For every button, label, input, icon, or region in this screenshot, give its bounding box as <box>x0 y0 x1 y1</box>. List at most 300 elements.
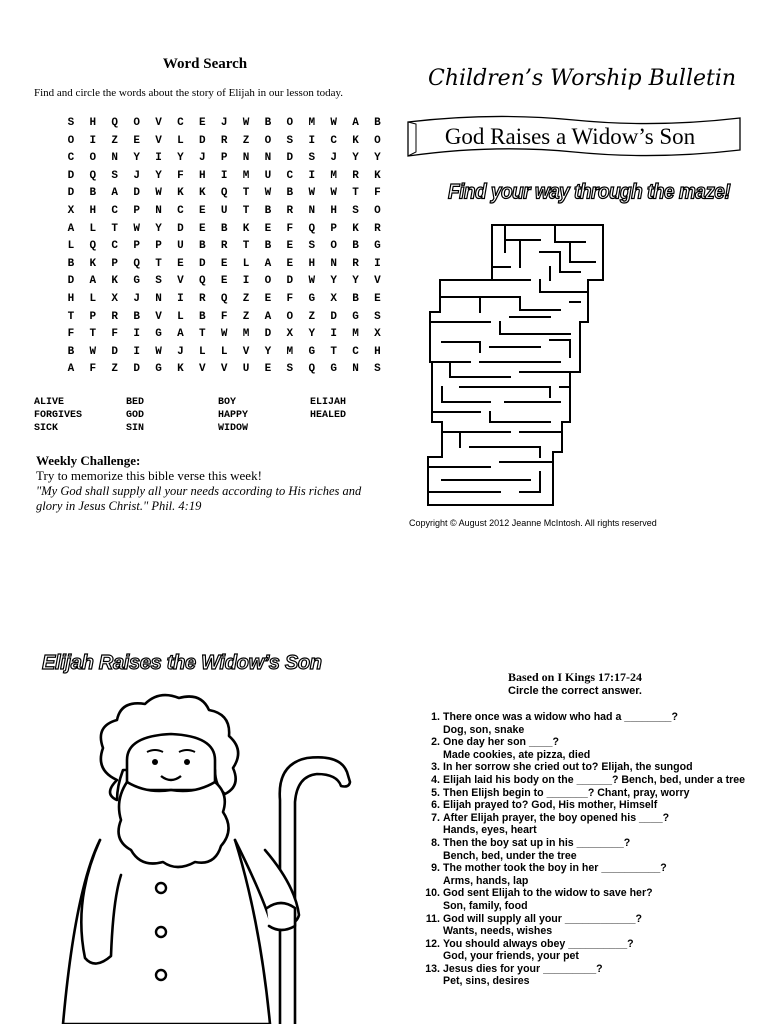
question-text: One day her son ____? <box>443 736 559 749</box>
answer-choices[interactable]: Made cookies, ate pizza, died <box>443 748 591 761</box>
grid-letter[interactable]: B <box>89 187 97 200</box>
grid-letter[interactable]: G <box>155 363 162 376</box>
grid-row <box>60 165 388 183</box>
grid-letter[interactable]: R <box>374 222 381 235</box>
quiz-instructions: Circle the correct answer. <box>508 685 642 697</box>
word-list-item: FORGIVES <box>34 410 83 421</box>
question-text: Then Elijsh begin to _______? Chant, pray, worry <box>443 786 690 799</box>
grid-letter[interactable]: L <box>67 240 75 253</box>
grid-letter[interactable]: W <box>155 345 162 358</box>
maze-heading: Find your way through the maze! <box>448 180 731 204</box>
grid-letter[interactable]: V <box>177 275 184 288</box>
grid-letter[interactable]: S <box>374 310 381 323</box>
grid-letter[interactable]: T <box>352 187 359 200</box>
grid-letter[interactable]: O <box>374 134 381 147</box>
grid-letter[interactable]: V <box>155 134 162 147</box>
grid-letter[interactable]: G <box>133 275 140 288</box>
grid-letter[interactable]: C <box>177 117 184 129</box>
word-list-item: ALIVE <box>34 397 65 408</box>
grid-letter[interactable]: T <box>242 204 250 217</box>
grid-letter[interactable]: U <box>177 240 184 253</box>
grid-letter[interactable]: L <box>177 134 184 147</box>
grid-letter[interactable]: Q <box>308 363 316 376</box>
grid-letter[interactable]: A <box>177 328 184 341</box>
grid-letter[interactable]: D <box>198 134 206 147</box>
grid-letter[interactable]: W <box>308 275 316 288</box>
grid-letter[interactable]: G <box>352 310 359 323</box>
grid-letter[interactable]: X <box>330 292 337 305</box>
grid-letter[interactable]: R <box>220 134 228 147</box>
word-list-item: SIN <box>126 423 145 434</box>
grid-row <box>60 358 388 376</box>
grid-letter[interactable]: P <box>220 152 228 165</box>
grid-letter[interactable]: O <box>374 204 381 217</box>
grid-letter[interactable]: T <box>198 328 206 341</box>
grid-letter[interactable]: X <box>111 292 119 305</box>
grid-letter[interactable]: Z <box>242 292 250 305</box>
grid-letter[interactable]: A <box>111 187 119 200</box>
grid-letter[interactable]: X <box>374 328 381 341</box>
grid-letter[interactable]: Q <box>133 257 140 270</box>
grid-letter[interactable]: I <box>308 134 316 147</box>
grid-letter[interactable]: D <box>286 275 294 288</box>
question-number: 1. <box>431 711 440 723</box>
grid-letter[interactable]: I <box>330 328 337 341</box>
word-list-item: HEALED <box>310 410 347 421</box>
grid-letter[interactable]: O <box>133 117 140 129</box>
grid-letter[interactable]: E <box>374 292 381 305</box>
grid-letter[interactable]: H <box>67 292 75 305</box>
grid-letter[interactable]: S <box>308 152 316 165</box>
question-number: 3. <box>431 761 440 774</box>
question-number: 11. <box>425 912 440 925</box>
grid-letter[interactable]: K <box>177 363 184 376</box>
grid-letter[interactable]: E <box>133 134 140 147</box>
grid-letter[interactable]: Z <box>242 310 250 323</box>
answer-choices[interactable]: God, your friends, your pet <box>443 950 579 963</box>
grid-letter[interactable]: W <box>220 328 228 341</box>
grid-letter[interactable]: X <box>67 204 75 217</box>
grid-letter[interactable]: E <box>286 240 294 253</box>
grid-letter[interactable]: R <box>286 204 294 217</box>
grid-letter[interactable]: J <box>220 117 228 129</box>
word-list <box>34 391 364 434</box>
grid-letter[interactable]: A <box>67 363 75 376</box>
grid-letter[interactable]: L <box>89 292 97 305</box>
grid-letter[interactable]: Q <box>89 169 97 182</box>
grid-letter[interactable]: H <box>89 204 97 217</box>
quiz-question <box>420 837 760 862</box>
grid-letter[interactable]: Z <box>308 310 316 323</box>
grid-letter[interactable]: I <box>220 169 228 182</box>
grid-letter[interactable]: K <box>89 257 97 270</box>
grid-letter[interactable]: L <box>220 345 228 358</box>
question-text: Elijah prayed to? God, His mother, Himself <box>443 799 658 812</box>
grid-letter[interactable]: P <box>330 222 337 235</box>
quiz-question <box>420 787 760 800</box>
grid-letter[interactable]: A <box>264 257 272 270</box>
grid-letter[interactable]: W <box>330 117 337 129</box>
word-list-row <box>34 417 364 434</box>
grid-letter[interactable]: O <box>264 134 272 147</box>
word-search-title: Word Search <box>162 56 248 72</box>
grid-letter[interactable]: K <box>352 134 359 147</box>
grid-letter[interactable]: K <box>352 222 359 235</box>
grid-letter[interactable]: F <box>374 187 381 200</box>
answer-choices[interactable]: Dog, son, snake <box>443 723 525 736</box>
grid-letter[interactable]: T <box>242 240 250 253</box>
grid-letter[interactable]: D <box>286 152 294 165</box>
grid-letter[interactable]: O <box>286 117 294 129</box>
grid-letter[interactable]: V <box>198 363 206 376</box>
grid-letter[interactable]: T <box>330 345 337 358</box>
grid-letter[interactable]: P <box>89 310 97 323</box>
grid-row <box>60 182 388 200</box>
grid-letter[interactable]: F <box>286 222 294 235</box>
grid-letter[interactable]: R <box>352 169 359 182</box>
grid-row <box>60 200 388 218</box>
grid-letter[interactable]: T <box>242 187 250 200</box>
grid-letter[interactable]: C <box>330 134 337 147</box>
grid-letter[interactable]: J <box>133 169 140 182</box>
grid-letter[interactable]: M <box>352 328 359 341</box>
quiz-question <box>420 736 760 761</box>
grid-letter[interactable]: V <box>155 117 162 129</box>
grid-letter[interactable]: E <box>198 222 206 235</box>
grid-letter[interactable]: O <box>330 240 337 253</box>
grid-letter[interactable]: M <box>242 169 250 182</box>
question-text: You should always obey __________? <box>443 937 634 950</box>
grid-letter[interactable]: D <box>177 222 184 235</box>
grid-letter[interactable]: J <box>133 292 140 305</box>
grid-letter[interactable]: J <box>330 152 337 165</box>
grid-letter[interactable]: C <box>111 240 119 253</box>
grid-row <box>60 323 388 341</box>
grid-letter[interactable]: S <box>374 363 381 376</box>
grid-letter[interactable]: Z <box>111 363 119 376</box>
grid-letter[interactable]: H <box>308 257 316 270</box>
grid-letter[interactable]: W <box>330 187 337 200</box>
grid-letter[interactable]: U <box>220 204 228 217</box>
grid-letter[interactable]: W <box>89 345 97 358</box>
grid-letter[interactable]: G <box>330 363 337 376</box>
grid-letter[interactable]: F <box>177 169 184 182</box>
grid-letter[interactable]: F <box>89 363 97 376</box>
answer-choices[interactable]: Arms, hands, lap <box>443 874 529 887</box>
grid-letter[interactable]: Y <box>264 345 272 358</box>
grid-letter[interactable]: V <box>242 345 250 358</box>
question-number: 5. <box>431 786 440 799</box>
grid-letter[interactable]: D <box>67 187 75 200</box>
grid-letter[interactable]: Q <box>308 222 316 235</box>
grid-letter[interactable]: I <box>133 328 140 341</box>
quiz-question <box>420 711 760 736</box>
grid-letter[interactable]: I <box>374 257 381 270</box>
quiz-question <box>420 812 760 837</box>
grid-letter[interactable]: Y <box>352 152 359 165</box>
grid-letter[interactable]: E <box>198 117 206 129</box>
grid-letter[interactable]: V <box>374 275 381 288</box>
grid-letter[interactable]: D <box>111 345 119 358</box>
grid-letter[interactable]: E <box>177 257 184 270</box>
grid-letter[interactable]: Z <box>111 134 119 147</box>
grid-letter[interactable]: P <box>111 257 119 270</box>
grid-letter[interactable]: N <box>155 204 162 217</box>
grid-letter[interactable]: Y <box>352 275 359 288</box>
grid-letter[interactable]: P <box>155 240 162 253</box>
grid-letter[interactable]: R <box>111 310 119 323</box>
grid-letter[interactable]: N <box>111 152 119 165</box>
grid-letter[interactable]: I <box>89 134 97 147</box>
word-list-item: ELIJAH <box>310 397 347 408</box>
grid-letter[interactable]: A <box>89 275 97 288</box>
grid-letter[interactable]: N <box>242 152 250 165</box>
grid-letter[interactable]: Q <box>111 117 119 129</box>
grid-letter[interactable]: S <box>352 204 359 217</box>
grid-letter[interactable]: E <box>198 204 206 217</box>
grid-letter[interactable]: K <box>177 187 184 200</box>
grid-letter[interactable]: L <box>89 222 97 235</box>
grid-letter[interactable]: I <box>133 345 140 358</box>
grid-letter[interactable]: J <box>177 345 184 358</box>
question-text: Elijah laid his body on the ______? Bench, bed, under a tree <box>443 773 745 786</box>
grid-letter[interactable]: U <box>242 363 250 376</box>
answer-choices[interactable]: Wants, needs, wishes <box>443 925 553 938</box>
grid-letter[interactable]: A <box>352 117 359 129</box>
word-list-item: WIDOW <box>218 423 249 434</box>
grid-letter[interactable]: W <box>264 187 272 200</box>
answer-choices[interactable]: Bench, bed, under the tree <box>443 849 577 862</box>
grid-letter[interactable]: M <box>242 328 250 341</box>
question-text: God will supply all your ____________? <box>443 912 643 925</box>
grid-letter[interactable]: I <box>177 292 184 305</box>
grid-letter[interactable]: Y <box>155 222 162 235</box>
grid-letter[interactable]: G <box>155 328 162 341</box>
grid-letter[interactable]: B <box>374 117 381 129</box>
answer-choices[interactable]: Hands, eyes, heart <box>443 824 537 837</box>
bible-verse: "My God shall supply all your needs according to His riches and glory in Jesus Christ." Phil. 4:19 <box>36 484 362 513</box>
grid-letter[interactable]: A <box>67 222 75 235</box>
grid-letter[interactable]: W <box>242 117 250 129</box>
grid-letter[interactable]: M <box>330 169 337 182</box>
grid-letter[interactable]: Y <box>330 275 337 288</box>
grid-letter[interactable]: Z <box>242 134 250 147</box>
grid-letter[interactable]: H <box>330 204 337 217</box>
grid-letter[interactable]: Q <box>198 275 206 288</box>
quiz-question <box>420 938 760 963</box>
grid-letter[interactable]: D <box>330 310 337 323</box>
word-list-item: HAPPY <box>218 410 249 421</box>
grid-letter[interactable]: D <box>264 328 272 341</box>
quiz-question <box>420 799 760 812</box>
grid-letter[interactable]: M <box>286 345 294 358</box>
grid-letter[interactable]: N <box>352 363 359 376</box>
grid-letter[interactable]: F <box>111 328 119 341</box>
grid-letter[interactable]: R <box>220 240 228 253</box>
word-list-item: BED <box>126 397 145 408</box>
grid-letter[interactable]: F <box>67 328 75 341</box>
grid-letter[interactable]: L <box>242 257 250 270</box>
grid-row <box>60 218 388 236</box>
grid-letter[interactable]: B <box>264 204 272 217</box>
grid-letter[interactable]: O <box>286 310 294 323</box>
question-text: After Elijah prayer, the boy opened his ____? <box>443 811 670 824</box>
grid-letter[interactable]: A <box>264 310 272 323</box>
grid-letter[interactable]: F <box>220 310 228 323</box>
grid-letter[interactable]: Y <box>177 152 184 165</box>
word-list-row <box>34 391 364 408</box>
grid-letter[interactable]: B <box>286 187 294 200</box>
question-text: Then the boy sat up in his ________? <box>443 836 631 849</box>
grid-row <box>60 130 388 148</box>
question-number: 4. <box>431 773 440 786</box>
grid-letter[interactable]: B <box>133 310 140 323</box>
quiz-question <box>420 862 760 887</box>
grid-letter[interactable]: K <box>242 222 250 235</box>
grid-letter[interactable]: N <box>308 204 316 217</box>
grid-letter[interactable]: Q <box>220 187 228 200</box>
grid-letter[interactable]: K <box>198 187 206 200</box>
grid-letter[interactable]: B <box>264 117 272 129</box>
grid-letter[interactable]: G <box>308 345 316 358</box>
grid-letter[interactable]: T <box>67 310 75 323</box>
grid-letter[interactable]: N <box>155 292 162 305</box>
grid-letter[interactable]: B <box>352 240 359 253</box>
grid-letter[interactable]: G <box>374 240 381 253</box>
grid-letter[interactable]: B <box>67 345 75 358</box>
grid-letter[interactable]: E <box>264 363 272 376</box>
grid-letter[interactable]: C <box>286 169 294 182</box>
answer-choices[interactable]: Son, family, food <box>443 899 528 912</box>
elijah-illustration <box>55 690 355 1024</box>
grid-letter[interactable]: B <box>67 257 75 270</box>
quiz-question <box>420 761 760 774</box>
grid-letter[interactable]: C <box>352 345 359 358</box>
grid-letter[interactable]: G <box>308 292 316 305</box>
maze[interactable] <box>420 222 610 512</box>
grid-letter[interactable]: N <box>330 257 337 270</box>
grid-letter[interactable]: D <box>133 363 140 376</box>
grid-letter[interactable]: W <box>308 187 316 200</box>
grid-letter[interactable]: K <box>374 169 381 182</box>
grid-letter[interactable]: Y <box>308 328 316 341</box>
grid-letter[interactable]: V <box>220 363 228 376</box>
grid-letter[interactable]: O <box>67 134 75 147</box>
grid-letter[interactable]: M <box>308 117 316 129</box>
grid-letter[interactable]: B <box>220 222 228 235</box>
grid-letter[interactable]: S <box>155 275 162 288</box>
grid-letter[interactable]: O <box>264 275 272 288</box>
grid-letter[interactable]: F <box>286 292 294 305</box>
grid-letter[interactable]: V <box>155 310 162 323</box>
grid-letter[interactable]: I <box>155 152 162 165</box>
question-number: 7. <box>431 811 440 824</box>
grid-letter[interactable]: D <box>67 169 75 182</box>
grid-letter[interactable]: L <box>198 345 206 358</box>
quiz-question <box>420 963 760 988</box>
grid-letter[interactable]: H <box>374 345 381 358</box>
grid-letter[interactable]: R <box>352 257 359 270</box>
grid-letter[interactable]: J <box>198 152 206 165</box>
answer-choices[interactable]: Pet, sins, desires <box>443 975 530 988</box>
grid-letter[interactable]: W <box>133 222 140 235</box>
grid-letter[interactable]: S <box>286 363 294 376</box>
quiz-question <box>420 913 760 938</box>
grid-letter[interactable]: I <box>242 275 250 288</box>
grid-letter[interactable]: C <box>111 204 119 217</box>
grid-letter[interactable]: N <box>264 152 272 165</box>
grid-letter[interactable]: Y <box>374 152 381 165</box>
grid-letter[interactable]: P <box>133 204 140 217</box>
grid-row <box>60 147 388 165</box>
grid-row <box>60 253 388 271</box>
grid-letter[interactable]: T <box>111 222 119 235</box>
grid-letter[interactable]: T <box>155 257 162 270</box>
grid-letter[interactable]: B <box>352 292 359 305</box>
bulletin-title: Children’s Worship Bulletin <box>428 66 737 91</box>
grid-letter[interactable]: K <box>111 275 119 288</box>
quiz-question <box>420 887 760 912</box>
grid-letter[interactable]: E <box>220 257 228 270</box>
question-number: 13. <box>425 962 440 975</box>
grid-letter[interactable]: D <box>67 275 75 288</box>
grid-letter[interactable]: W <box>155 187 162 200</box>
word-list-item: SICK <box>34 423 59 434</box>
grid-letter[interactable]: D <box>133 187 140 200</box>
grid-letter[interactable]: B <box>264 240 272 253</box>
grid-letter[interactable]: S <box>286 134 294 147</box>
grid-letter[interactable]: Q <box>89 240 97 253</box>
word-list-row <box>34 404 364 421</box>
weekly-challenge-heading: Weekly Challenge: <box>36 453 141 468</box>
question-number: 6. <box>431 799 440 812</box>
grid-letter[interactable]: H <box>89 117 97 129</box>
grid-letter[interactable]: S <box>308 240 316 253</box>
grid-letter[interactable]: P <box>133 240 140 253</box>
grid-letter[interactable]: C <box>177 204 184 217</box>
banner-title: God Raises a Widow’s Son <box>444 124 696 149</box>
grid-letter[interactable]: C <box>67 152 75 165</box>
grid-letter[interactable]: E <box>220 275 228 288</box>
grid-letter[interactable]: D <box>198 257 206 270</box>
grid-letter[interactable]: Y <box>155 169 162 182</box>
grid-letter[interactable]: I <box>308 169 316 182</box>
weekly-challenge-text: Try to memorize this bible verse this week! <box>36 468 262 483</box>
quiz-reference: Based on I Kings 17:17-24 <box>507 670 643 684</box>
grid-letter[interactable]: L <box>177 310 184 323</box>
grid-row <box>60 235 388 253</box>
quiz-question <box>420 774 760 787</box>
grid-letter[interactable]: T <box>89 328 97 341</box>
grid-letter[interactable]: S <box>67 117 75 129</box>
question-number: 12. <box>425 937 440 950</box>
grid-letter[interactable]: E <box>264 292 272 305</box>
grid-letter[interactable]: E <box>264 222 272 235</box>
grid-letter[interactable]: B <box>198 310 206 323</box>
grid-letter[interactable]: S <box>111 169 119 182</box>
grid-letter[interactable]: B <box>198 240 206 253</box>
question-text: In her sorrow she cried out to? Elijah, the sungod <box>443 761 693 774</box>
grid-letter[interactable]: O <box>89 152 97 165</box>
grid-letter[interactable]: H <box>198 169 206 182</box>
grid-letter[interactable]: X <box>286 328 294 341</box>
grid-letter[interactable]: U <box>264 169 272 182</box>
grid-letter[interactable]: E <box>286 257 294 270</box>
grid-letter[interactable]: R <box>198 292 206 305</box>
grid-letter[interactable]: Y <box>133 152 140 165</box>
question-text: There once was a widow who had a ________? <box>443 711 678 723</box>
grid-letter[interactable]: Q <box>220 292 228 305</box>
